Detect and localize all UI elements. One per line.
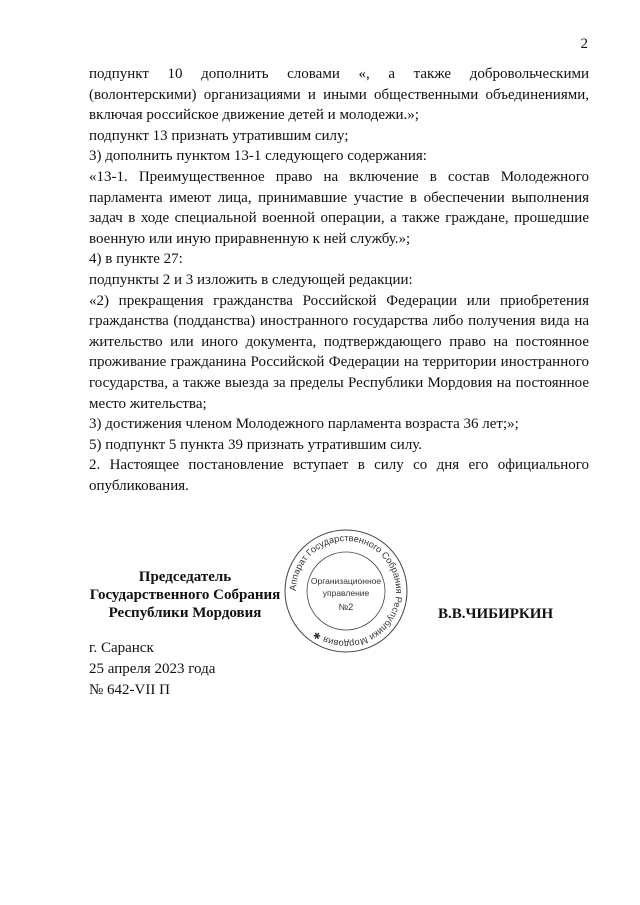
signature-title-line: Республики Мордовия	[108, 605, 262, 621]
document-body	[89, 64, 589, 496]
paragraph: 2. Настоящее постановление вступает в силу со дня его официального опубликования.	[89, 457, 589, 494]
paragraph: 5) подпункт 5 пункта 39 признать утратившим силу.	[89, 436, 423, 453]
signature-title-line: Государственного Собрания	[89, 587, 281, 603]
seal-ring-text: Аппарат Государственного Собрания Республики Мордовия ✱	[287, 532, 405, 650]
paragraph: подпункт 10 дополнить словами «, а также добровольческими (волонтерскими) организациями и иными общественными объединениями, включая российское движение детей и молодежи.»;	[89, 66, 589, 124]
paragraph: «13-1. Преимущественное право на включение в состав Молодежного парламента имеют лица, принимавшие участие в обеспечении выполнения задач в ходе специальной военной операции, а также граждане, прошедшие военную или иную приравненную к ней службу.»;	[89, 168, 589, 247]
official-seal	[283, 528, 409, 654]
date: 25 апреля 2023 года	[89, 661, 216, 677]
paragraph: 3) достижения членом Молодежного парламента возраста 36 лет;»;	[89, 416, 519, 433]
paragraph: подпункты 2 и 3 изложить в следующей редакции:	[89, 271, 413, 288]
document-number: № 642-VII П	[89, 682, 170, 698]
seal-center-line: Организационное	[310, 576, 382, 586]
paragraph: «2) прекращения гражданства Российской Федерации или приобретения гражданства (подданства) иностранного государства либо получения вида на жительство или иного документа, подтверждающего право на постоянное проживание гражданина Российской Федерации на территории иностранного государства, а также выезда за пределы Республики Мордовия на постоянное место жительства;	[89, 292, 589, 412]
page-number: 2	[580, 36, 588, 52]
paragraph: 3) дополнить пунктом 13-1 следующего содержания:	[89, 148, 427, 165]
seal-number: №2	[338, 602, 354, 612]
document-meta	[89, 638, 215, 701]
paragraph: подпункт 13 признать утратившим силу;	[89, 127, 349, 144]
city: г. Саранск	[89, 640, 154, 656]
paragraph: 4) в пункте 27:	[89, 251, 183, 268]
signer-name: В.В.ЧИБИРКИН	[438, 606, 554, 622]
signature-title-line: Председатель	[138, 569, 232, 585]
seal-center-line: управление	[322, 588, 370, 598]
signature-title	[80, 568, 290, 622]
